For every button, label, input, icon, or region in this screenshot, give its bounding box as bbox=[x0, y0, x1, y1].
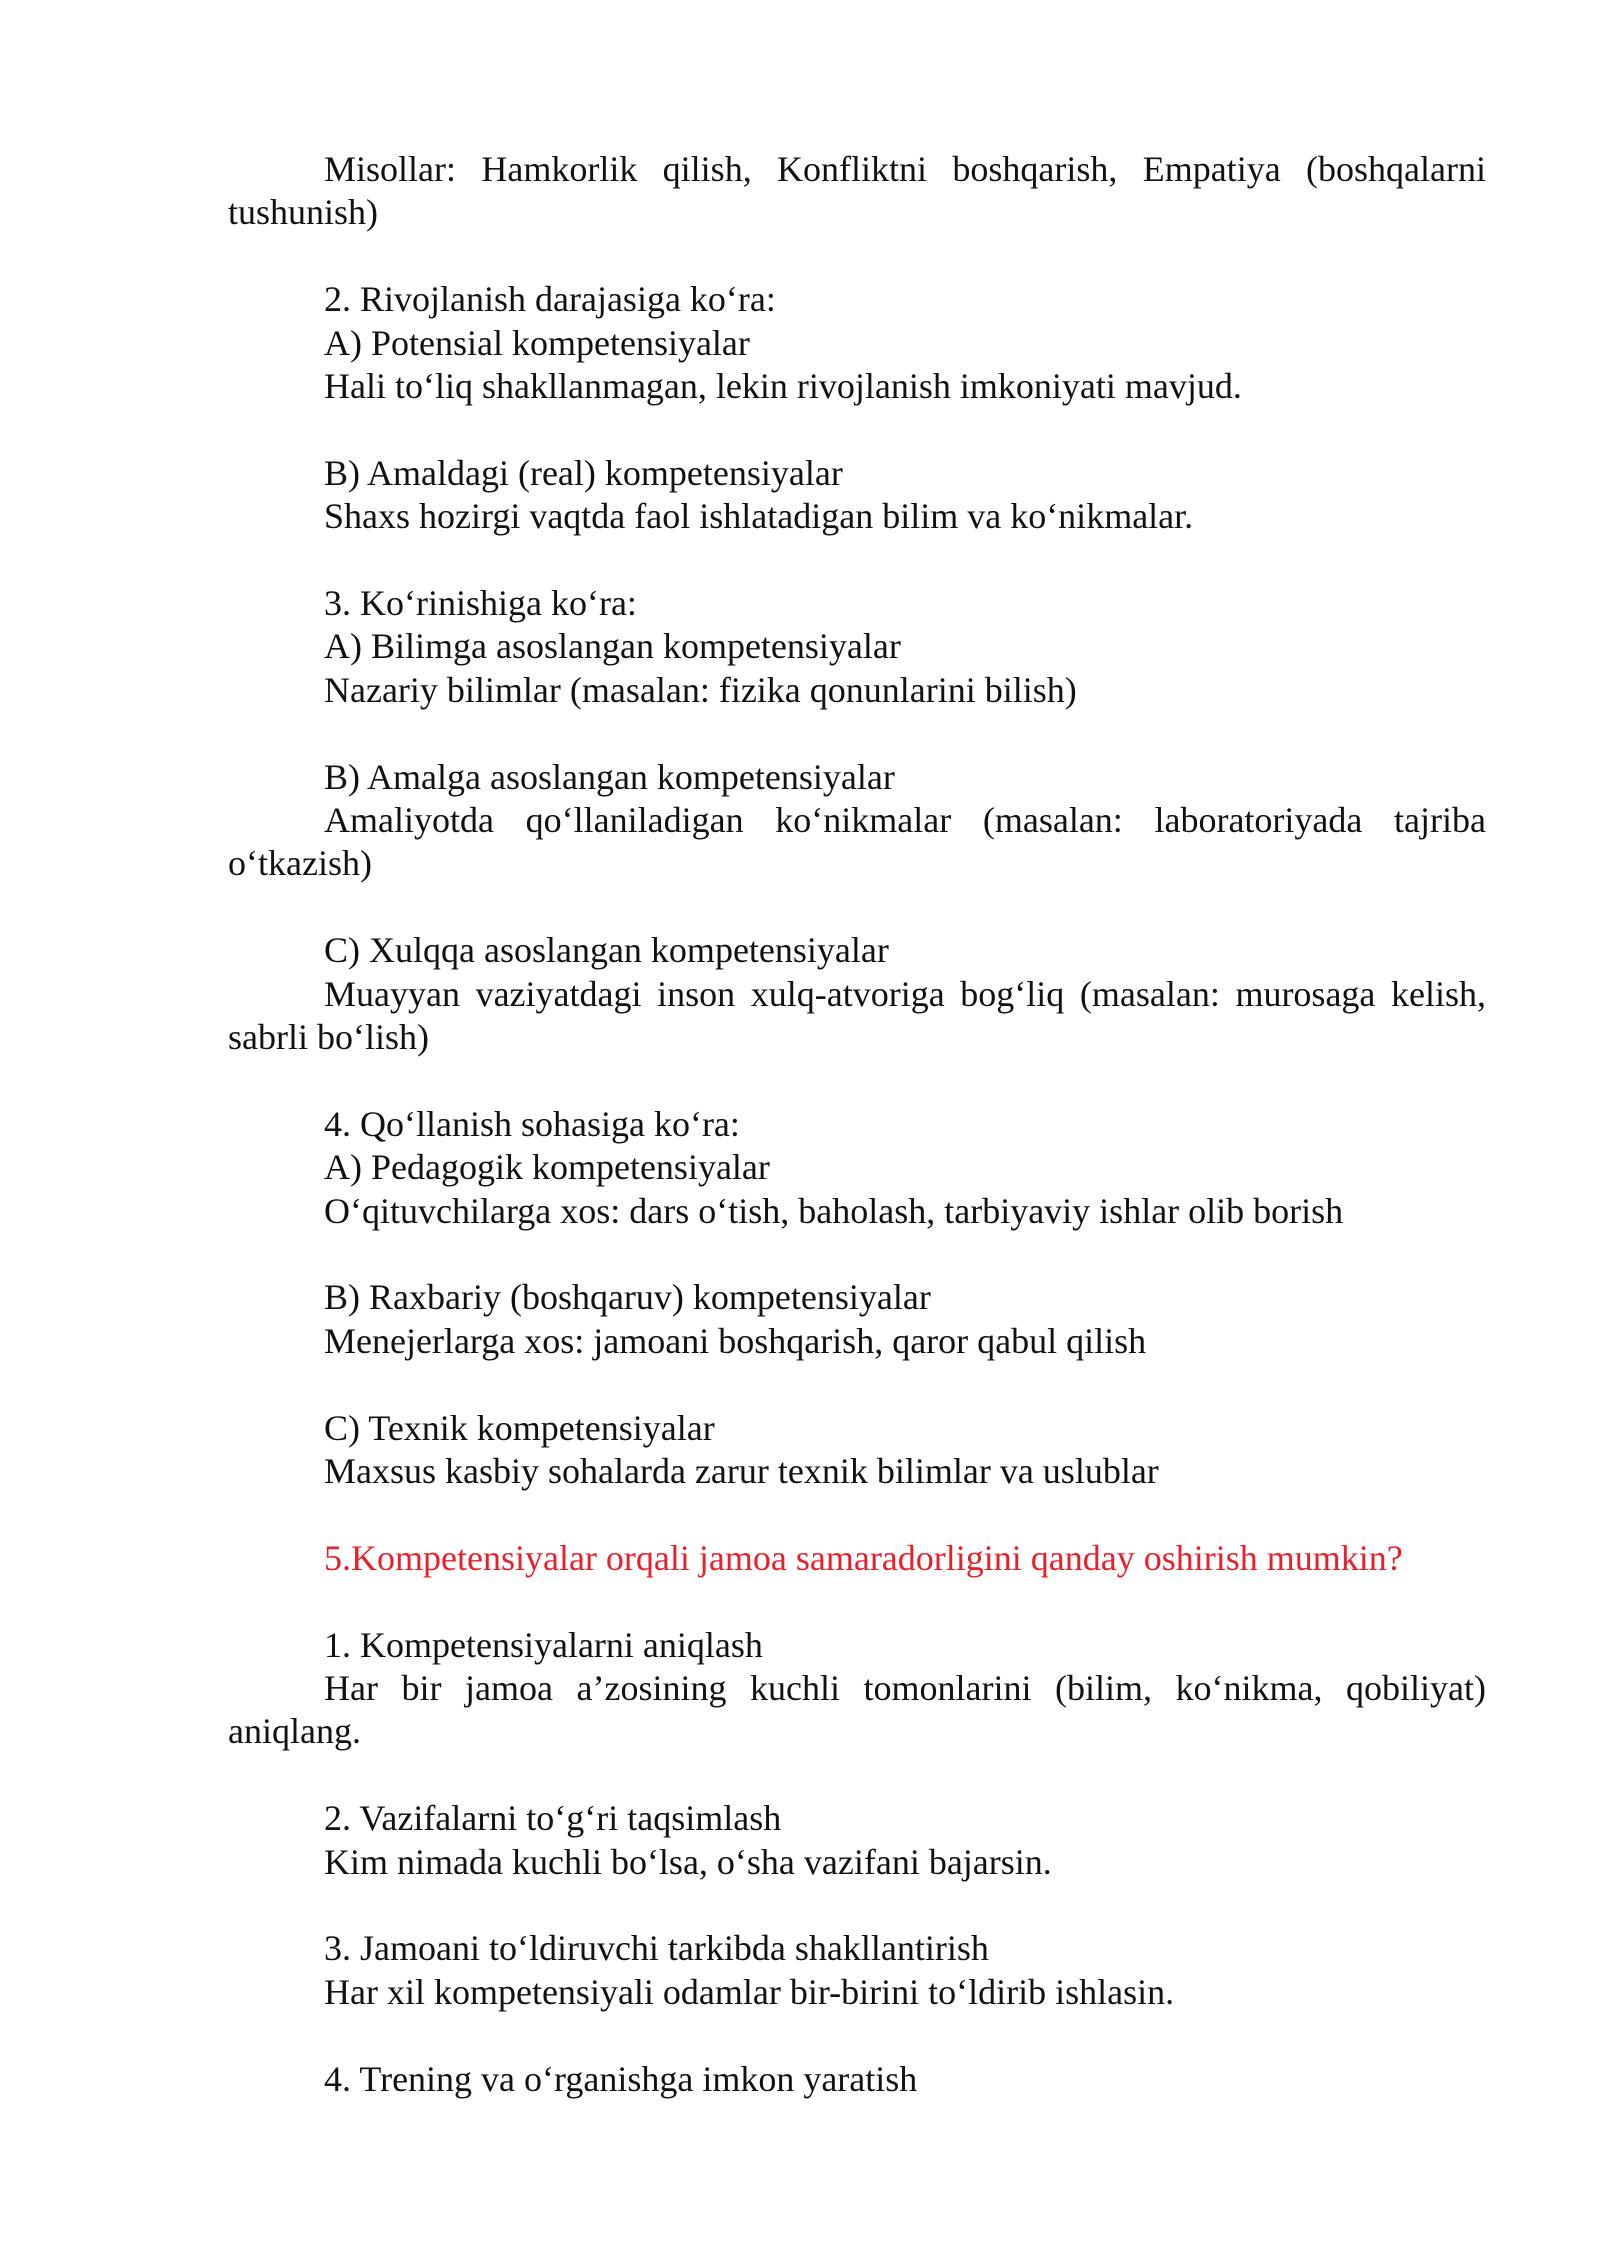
paragraph-knowledge-based: Nazariy bilimlar (masalan: fizika qonunlarini bilish) bbox=[324, 669, 1077, 710]
subheading-real: B) Amaldagi (real) kompetensiyalar bbox=[324, 452, 843, 493]
paragraph-identify: Har bir jamoa a’zosining kuchli tomonlarini (bilim, ko‘nikma, qobiliyat) aniqlang. bbox=[228, 1668, 1486, 1752]
section-heading-application-area: 4. Qo‘llanish sohasiga ko‘ra: bbox=[324, 1103, 740, 1144]
blank-line bbox=[228, 408, 1486, 451]
subheading-practice-based: B) Amalga asoslangan kompetensiyalar bbox=[324, 756, 895, 797]
paragraph-behavior-based: Muayyan vaziyatdagi inson xulq-atvoriga bog‘liq (masalan: murosaga kelish, sabrli bo‘lish) bbox=[228, 973, 1486, 1058]
document-page bbox=[228, 148, 1486, 2101]
paragraph-leadership: Menejerlarga xos: jamoani boshqarish, qaror qabul qilish bbox=[324, 1320, 1147, 1361]
subheading-potential: A) Potensial kompetensiyalar bbox=[324, 322, 750, 363]
subheading-behavior-based: C) Xulqqa asoslangan kompetensiyalar bbox=[324, 930, 889, 971]
step-heading-distribute: 2. Vazifalarni to‘g‘ri taqsimlash bbox=[324, 1798, 782, 1839]
paragraph-pedagogical: O‘qituvchilarga xos: dars o‘tish, baholash, tarbiyaviy ishlar olib borish bbox=[324, 1190, 1344, 1231]
paragraph-practice-based: Amaliyotda qo‘llaniladigan ko‘nikmalar (masalan: laboratoriyada tajriba o‘tkazish) bbox=[228, 800, 1486, 884]
subheading-technical: C) Texnik kompetensiyalar bbox=[324, 1407, 715, 1448]
step-heading-training: 4. Trening va o‘rganishga imkon yaratish bbox=[324, 2058, 918, 2099]
blank-line bbox=[228, 1059, 1486, 1102]
blank-line bbox=[228, 886, 1486, 929]
blank-line bbox=[228, 1493, 1486, 1536]
paragraph-examples: Misollar: Hamkorlik qilish, Konfliktni boshqarish, Empatiya (boshqalarni tushunish) bbox=[228, 149, 1486, 233]
blank-line bbox=[228, 1233, 1486, 1276]
subheading-pedagogical: A) Pedagogik kompetensiyalar bbox=[324, 1147, 770, 1188]
subheading-knowledge-based: A) Bilimga asoslangan kompetensiyalar bbox=[324, 626, 901, 667]
paragraph-potential: Hali to‘liq shakllanmagan, lekin rivojlanish imkoniyati mavjud. bbox=[324, 366, 1242, 407]
blank-line bbox=[228, 2014, 1486, 2057]
paragraph-compose: Har xil kompetensiyali odamlar bir-birini to‘ldirib ishlasin. bbox=[324, 1971, 1175, 2012]
paragraph-real: Shaxs hozirgi vaqtda faol ishlatadigan bilim va ko‘nikmalar. bbox=[324, 496, 1194, 537]
step-heading-compose: 3. Jamoani to‘ldiruvchi tarkibda shakllantirish bbox=[324, 1928, 989, 1969]
subheading-leadership: B) Raxbariy (boshqaruv) kompetensiyalar bbox=[324, 1277, 931, 1318]
section-heading-appearance: 3. Ko‘rinishiga ko‘ra: bbox=[324, 583, 637, 624]
section-heading-development-level: 2. Rivojlanish darajasiga ko‘ra: bbox=[324, 279, 776, 320]
blank-line bbox=[228, 235, 1486, 278]
blank-line bbox=[228, 1884, 1486, 1927]
blank-line bbox=[228, 712, 1486, 755]
blank-line bbox=[228, 1754, 1486, 1797]
blank-line bbox=[228, 539, 1486, 582]
paragraph-distribute: Kim nimada kuchli bo‘lsa, o‘sha vazifani bajarsin. bbox=[324, 1841, 1052, 1882]
blank-line bbox=[228, 1363, 1486, 1406]
question-heading: 5.Kompetensiyalar orqali jamoa samaradorligini qanday oshirish mumkin? bbox=[324, 1537, 1403, 1578]
step-heading-identify: 1. Kompetensiyalarni aniqlash bbox=[324, 1624, 763, 1665]
paragraph-technical: Maxsus kasbiy sohalarda zarur texnik bilimlar va uslublar bbox=[324, 1451, 1159, 1492]
blank-line bbox=[228, 1580, 1486, 1623]
